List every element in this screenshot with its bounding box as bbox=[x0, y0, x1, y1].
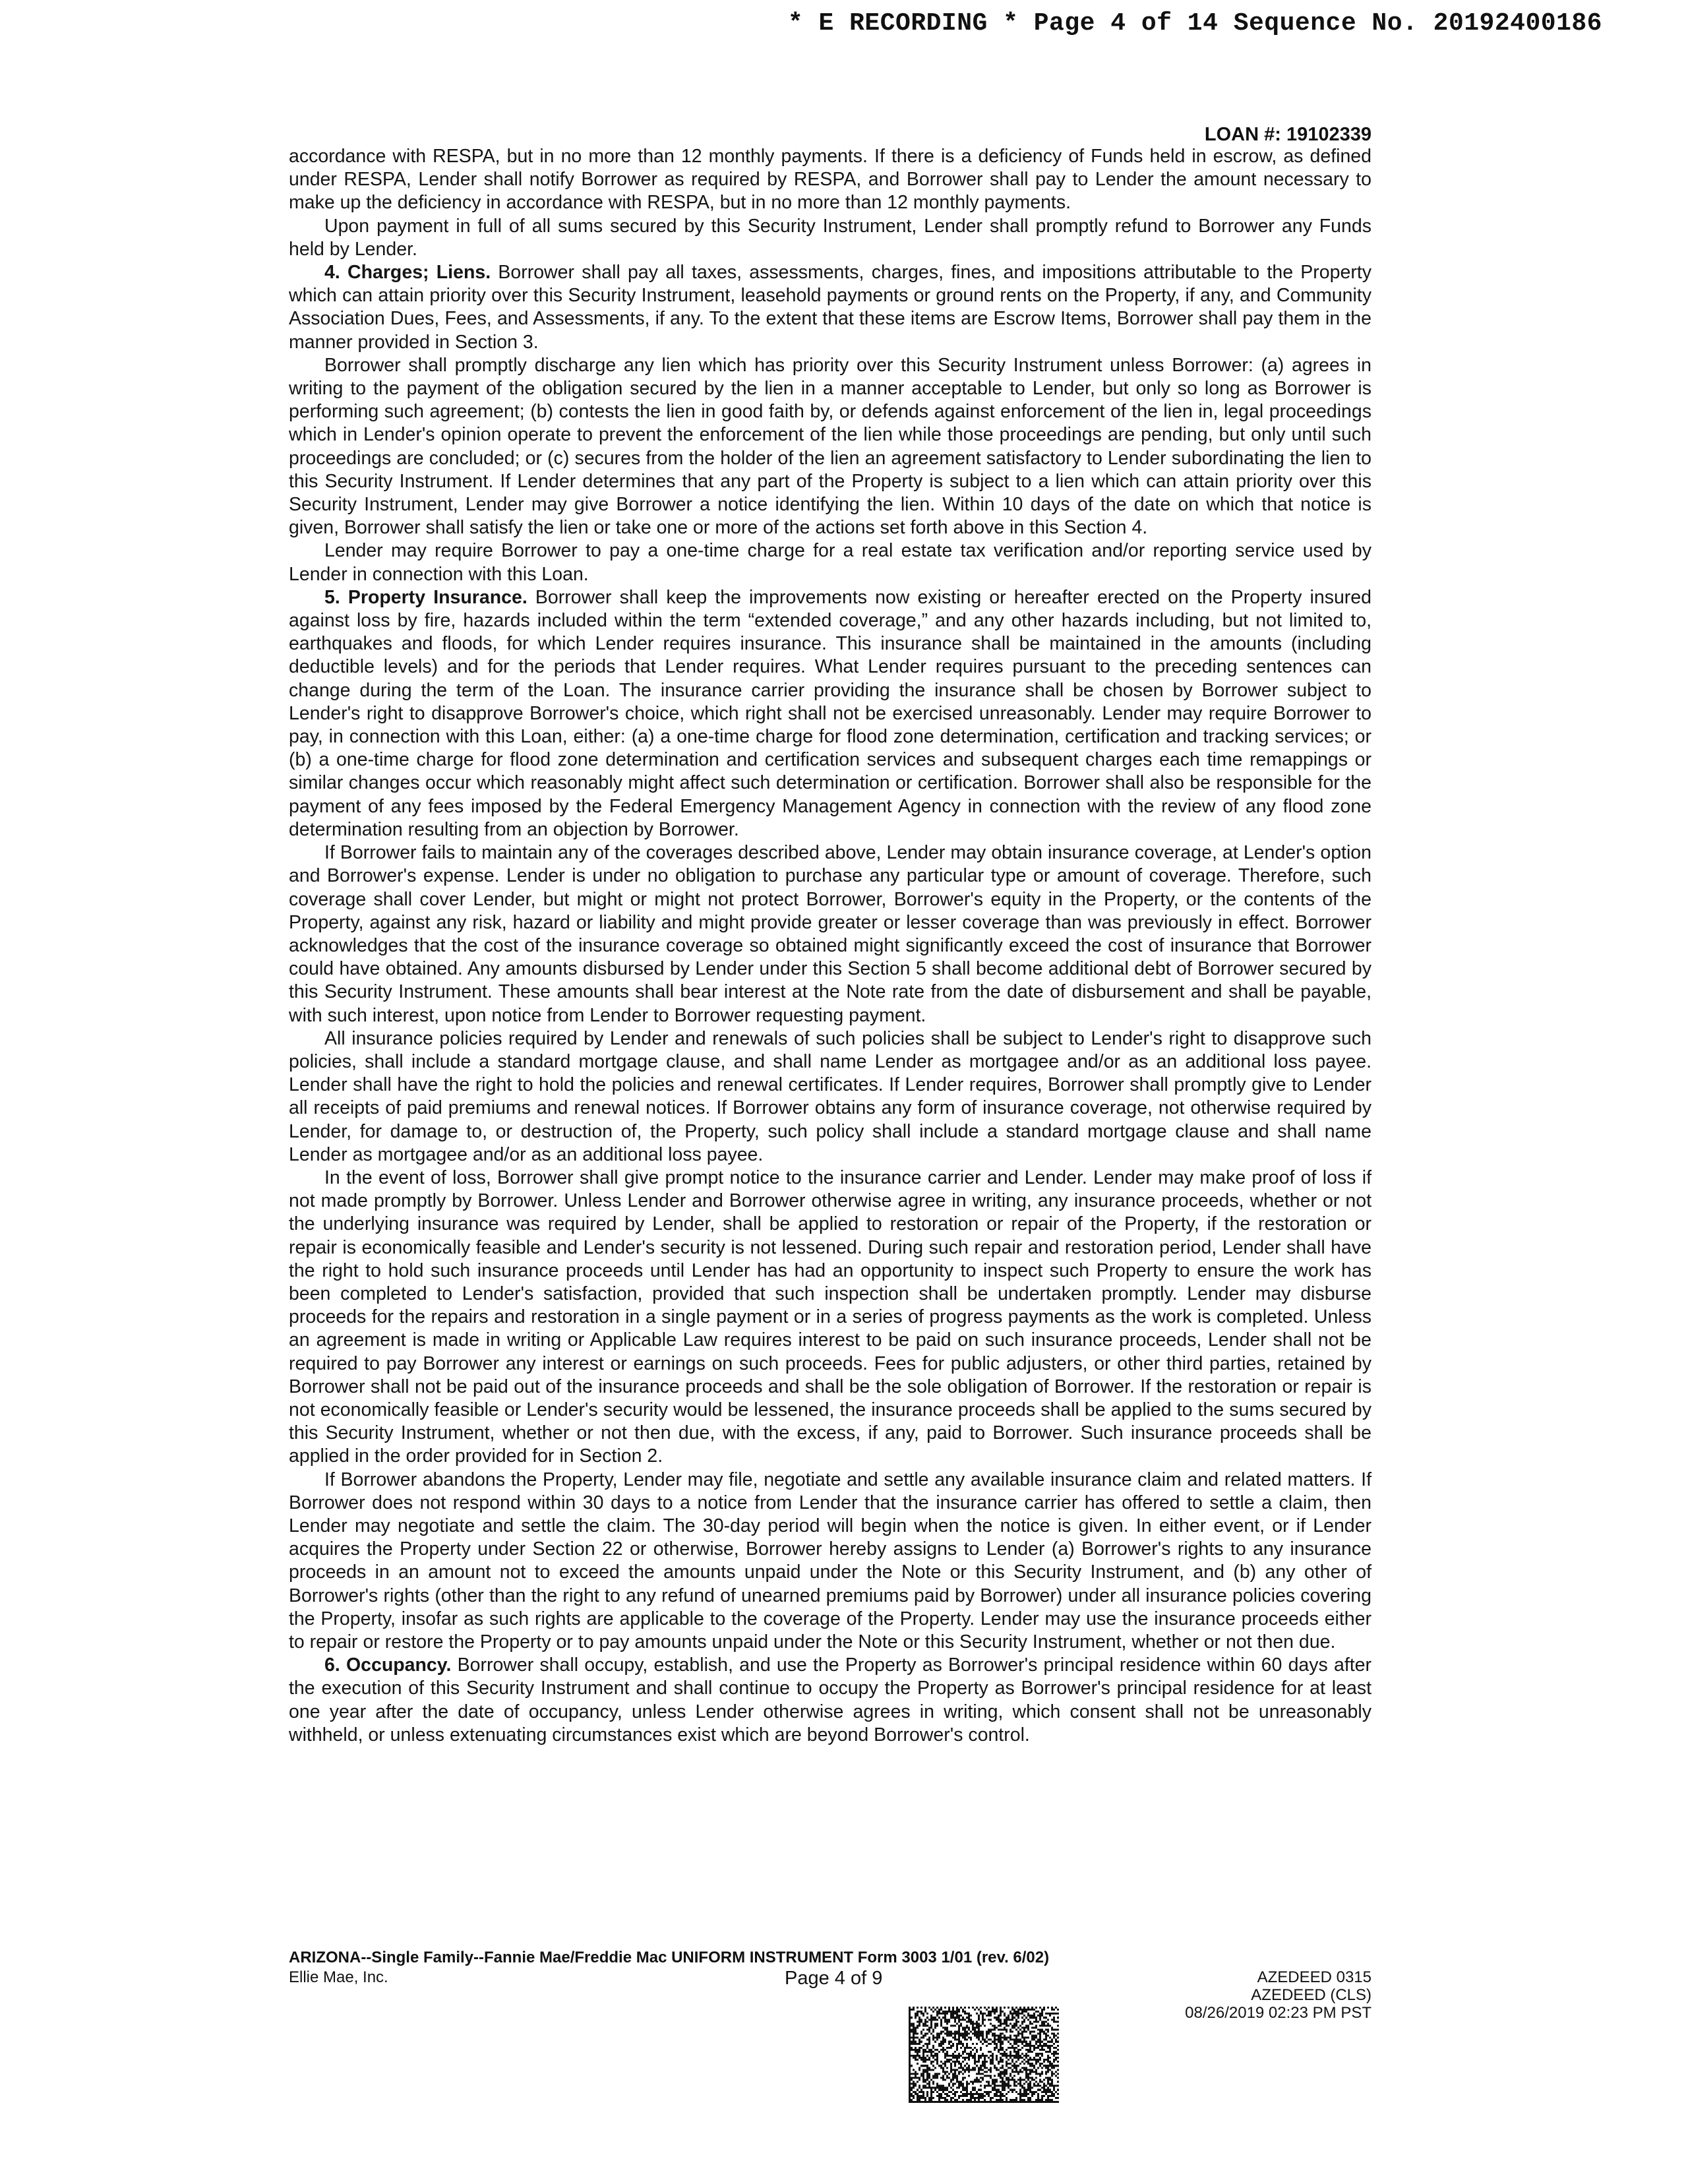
footer-page-number: Page 4 of 9 bbox=[785, 1968, 883, 1989]
document-body bbox=[289, 145, 1372, 1747]
paragraph-escrow-deficiency: accordance with RESPA, but in no more than 12 monthly payments. If there is a deficiency of Funds held in escrow, as defined under RESPA, Lender shall notify Borrower as required by RESPA, and Borrower shall pay to Lender the amount necessary to make up the deficiency in accordance with RESPA, but in no more than 12 monthly payments. bbox=[289, 146, 1372, 214]
footer-doc-code-1: AZEDEED 0315 bbox=[1257, 1968, 1372, 1986]
footer-company: Ellie Mae, Inc. bbox=[289, 1968, 388, 1986]
footer-doc-codes bbox=[1185, 1968, 1372, 2022]
2d-barcode-icon bbox=[909, 2007, 1059, 2103]
section-6-heading: 6. Occupancy. bbox=[324, 1654, 452, 1676]
paragraph-insurance-policies: All insurance policies required by Lender and renewals of such policies shall be subject to Lender's right to disapprove such policies, shall include a standard mortgage clause, and shall name Lender as mortgagee and/or as an additional loss payee. Lender shall have the right to hold the policies and renewal certificates. If Lender requires, Borrower shall promptly give to Lender all receipts of paid premiums and renewal notices. If Borrower obtains any form of insurance coverage, not otherwise required by Lender, for damage to, or destruction of, the Property, such policy shall include a standard mortgage clause and shall name Lender as mortgagee and/or as an additional loss payee. bbox=[289, 1027, 1372, 1165]
footer-doc-code-2: AZEDEED (CLS) bbox=[1251, 1986, 1372, 2004]
section-5-property-insurance bbox=[289, 586, 1372, 841]
recording-stamp: * E RECORDING * Page 4 of 14 Sequence No. 20192400186 bbox=[787, 9, 1602, 38]
footer-timestamp: 08/26/2019 02:23 PM PST bbox=[1185, 2004, 1372, 2022]
loan-number: LOAN #: 19102339 bbox=[1204, 124, 1372, 145]
section-4-heading: 4. Charges; Liens. bbox=[324, 262, 491, 284]
paragraph-tax-verification: Lender may require Borrower to pay a one-time charge for a real estate tax verification and/or reporting service used by Lender in connection with this Loan. bbox=[289, 540, 1372, 585]
section-6-text: Borrower shall occupy, establish, and use the Property as Borrower's principal residence within 60 days after the execution of this Security Instrument and shall continue to occupy the Property as Borrower's principal residence for at least one year after the date of occupancy, unless Lender otherwise agrees in writing, which consent shall not be unreasonably withheld, or unless extenuating circumstances exist which are beyond Borrower's control. bbox=[289, 1654, 1372, 1745]
paragraph-refund-funds: Upon payment in full of all sums secured by this Security Instrument, Lender shall promptly refund to Borrower any Funds held by Lender. bbox=[289, 215, 1372, 260]
paragraph-coverage-failure: If Borrower fails to maintain any of the coverages described above, Lender may obtain insurance coverage, at Lender's option and Borrower's expense. Lender is under no obligation to purchase any particular type or amount of coverage. Therefore, such coverage shall cover Lender, but might or might not protect Borrower, Borrower's equity in the Property, or the contents of the Property, against any risk, hazard or liability and might provide greater or lesser coverage than was previously in effect. Borrower acknowledges that the cost of the insurance coverage so obtained might significantly exceed the cost of insurance that Borrower could have obtained. Any amounts disbursed by Lender under this Section 5 shall become additional debt of Borrower secured by this Security Instrument. These amounts shall bear interest at the Note rate from the date of disbursement and shall be payable, with such interest, upon notice from Lender to Borrower requesting payment. bbox=[289, 842, 1372, 1026]
section-5-text: Borrower shall keep the improvements now existing or hereafter erected on the Property insured against loss by fire, hazards included within the term “extended coverage,” and any other hazards including, but not limited to, earthquakes and floods, for which Lender requires insurance. This insurance shall be maintained in the amounts (including deductible levels) and for the periods that Lender requires. What Lender requires pursuant to the preceding sentences can change during the term of the Loan. The insurance carrier providing the insurance shall be chosen by Borrower subject to Lender's right to disapprove Borrower's choice, which right shall not be exercised unreasonably. Lender may require Borrower to pay, in connection with this Loan, either: (a) a one-time charge for flood zone determination, certification and tracking services; or (b) a one-time charge for flood zone determination and certification services and subsequent charges each time remappings or similar changes occur which reasonably might affect such determination or certification. Borrower shall also be responsible for the payment of any fees imposed by the Federal Emergency Management Agency in connection with the review of any flood zone determination resulting from an objection by Borrower. bbox=[289, 586, 1372, 840]
footer-form-line: ARIZONA--Single Family--Fannie Mae/Freddie Mac UNIFORM INSTRUMENT Form 3003 1/01 (rev. 6/02) bbox=[289, 1949, 1050, 1966]
section-6-occupancy bbox=[289, 1654, 1372, 1747]
paragraph-event-of-loss: In the event of loss, Borrower shall give prompt notice to the insurance carrier and Lender. Lender may make proof of loss if not made promptly by Borrower. Unless Lender and Borrower otherwise agree in writing, any insurance proceeds, whether or not the underlying insurance was required by Lender, shall be applied to restoration or repair of the Property, if the restoration or repair is economically feasible and Lender's security is not lessened. During such repair and restoration period, Lender shall have the right to hold such insurance proceeds until Lender has had an opportunity to inspect such Property to ensure the work has been completed to Lender's satisfaction, provided that such inspection shall be undertaken promptly. Lender may disburse proceeds for the repairs and restoration in a single payment or in a series of progress payments as the work is completed. Unless an agreement is made in writing or Applicable Law requires interest to be paid on such insurance proceeds, Lender shall not be required to pay Borrower any interest or earnings on such proceeds. Fees for public adjusters, or other third parties, retained by Borrower shall not be paid out of the insurance proceeds and shall be the sole obligation of Borrower. If the restoration or repair is not economically feasible or Lender's security would be lessened, the insurance proceeds shall be applied to the sums secured by this Security Instrument, whether or not then due, with the excess, if any, paid to Borrower. Such insurance proceeds shall be applied in the order provided for in Section 2. bbox=[289, 1167, 1372, 1467]
paragraph-abandonment: If Borrower abandons the Property, Lender may file, negotiate and settle any available insurance claim and related matters. If Borrower does not respond within 30 days to a notice from Lender that the insurance carrier has offered to settle a claim, then Lender may negotiate and settle the claim. The 30-day period will begin when the notice is given. In either event, or if Lender acquires the Property under Section 22 or otherwise, Borrower hereby assigns to Lender (a) Borrower's rights to any insurance proceeds in an amount not to exceed the amounts unpaid under the Note or this Security Instrument, and (b) any other of Borrower's rights (other than the right to any refund of unearned premiums paid by Borrower) under all insurance policies covering the Property, insofar as such rights are applicable to the coverage of the Property. Lender may use the insurance proceeds either to repair or restore the Property or to pay amounts unpaid under the Note or this Security Instrument, whether or not then due. bbox=[289, 1469, 1372, 1653]
paragraph-discharge-lien: Borrower shall promptly discharge any lien which has priority over this Security Instrument unless Borrower: (a) agrees in writing to the payment of the obligation secured by the lien in a manner acceptable to Lender, but only so long as Borrower is performing such agreement; (b) contests the lien in good faith by, or defends against enforcement of the lien in, legal proceedings which in Lender's opinion operate to prevent the enforcement of the lien while those proceedings are pending, but only until such proceedings are concluded; or (c) secures from the holder of the lien an agreement satisfactory to Lender subordinating the lien to this Security Instrument. If Lender determines that any part of the Property is subject to a lien which can attain priority over this Security Instrument, Lender may give Borrower a notice identifying the lien. Within 10 days of the date on which that notice is given, Borrower shall satisfy the lien or take one or more of the actions set forth above in this Section 4. bbox=[289, 354, 1372, 539]
section-5-heading: 5. Property Insurance. bbox=[324, 586, 528, 608]
section-4-charges-liens bbox=[289, 261, 1372, 354]
section-4-text: Borrower shall pay all taxes, assessments, charges, fines, and impositions attributable to the Property which can attain priority over this Security Instrument, leasehold payments or ground rents on the Property, if any, and Community Association Dues, Fees, and Assessments, if any. To the extent that these items are Escrow Items, Borrower shall pay them in the manner provided in Section 3. bbox=[289, 262, 1372, 353]
